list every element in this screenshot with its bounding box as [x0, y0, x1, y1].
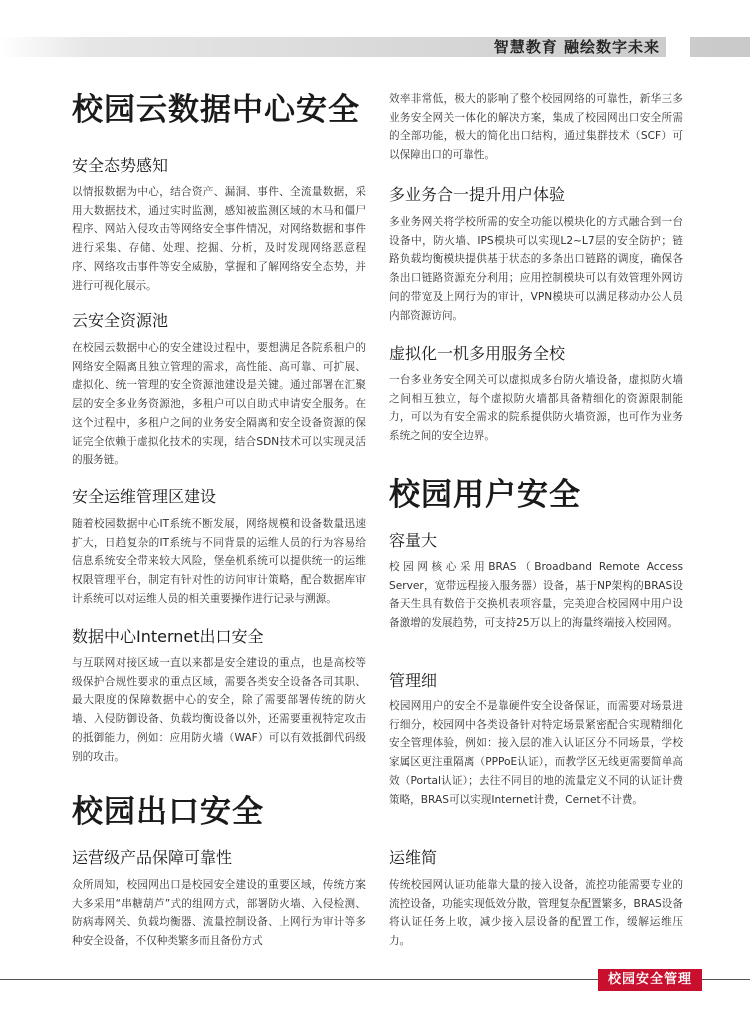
para-ops-management: 随着校园数据中心IT系统不断发展，网络规模和设备数量迅速扩大，日趋复杂的IT系统与不同背景的运维人员的行为容易给信息系统安全带来较大风险，堡垒机系统可以提供统一的运维权限管理平台，制定有针对性的访问审计策略，配合数据库审计系统可以对运维人员的相关重要操作进行记录与溯源。	[72, 518, 366, 605]
footer-rule-end	[702, 979, 750, 980]
section-title-cloud-dc: 校园云数据中心安全	[72, 92, 360, 128]
footer-rule	[0, 979, 598, 980]
section-title-campus-exit: 校园出口安全	[72, 794, 264, 830]
para-large-capacity: 校园网核心采用BRAS（Broadband Remote Access Server，宽带远程接入服务器）设备，基于NP架构的BRAS设备天生具有数倍于交换机表项容量，完美迎合校园网中用户设备激增的发展趋势，可支持25万以上的海量终端接入校园网。	[389, 561, 683, 630]
subtitle-situation-awareness: 安全态势感知	[72, 156, 169, 175]
header-tab	[666, 37, 690, 57]
para-multi-service: 多业务网关将学校所需的安全功能以模块化的方式融合到一台设备中，防火墙、IPS模块可以实现L2~L7层的安全防护；链路负载均衡模块提供基于状态的多条出口链路的调度，确保各条出口链路资源充分利用；应用控制模块可以有效管理外网访问的带宽及上网行为的审计，VPN模块可以满足移动办公人员内部资源访问。	[389, 216, 683, 322]
para-situation-awareness: 以情报数据为中心，结合资产、漏洞、事件、全流量数据，采用大数据技术，通过实时监测，感知被监测区域的木马和僵尸程序、网站入侵攻击等网络安全事件情况，对网络数据和事件进行采集、存储、处理、挖掘、分析，及时发现网络恶意程序、网络攻击事件等安全威胁，掌握和了解网络安全态势，并进行可视化展示。	[72, 186, 366, 292]
para-fine-management: 校园网用户的安全不是靠硬件安全设备保证，而需要对场景进行细分，校园网中各类设备针对特定场景紧密配合实现精细化安全管理体验，例如：接入层的准入认证区分不同场景，学校家属区更注重隔离（PPPoE认证），而教学区无线更需要简单高效（Portal认证）；去往不同目的地的流量定义不同的认证计费策略，BRAS可以实现Internet计费，Cernet不计费。	[389, 700, 683, 806]
subtitle-carrier-grade: 运营级产品保障可靠性	[72, 848, 233, 867]
subtitle-cloud-security-pool: 云安全资源池	[72, 311, 169, 330]
para-virtualization: 一台多业务安全网关可以虚拟成多台防火墙设备，虚拟防火墙之间相互独立，每个虚拟防火墙都具备精细化的资源限制能力，可以为有安全需求的院系提供防火墙资源，也可作为业务系统之间的安全边界。	[389, 374, 683, 443]
para-dc-internet-exit: 与互联网对接区域一直以来都是安全建设的重点，也是高校等级保护合规性要求的重点区域，需要各类安全设备各司其职、最大限度的保障数据中心的安全，除了需要部署传统的防火墙、入侵防御设备、负载均衡设备以外，还需要重视特定攻击的抵御能力，例如：应用防火墙（WAF）可以有效抵御代码级别的攻击。	[72, 657, 366, 763]
subtitle-multi-service: 多业务合一提升用户体验	[389, 185, 566, 204]
para-carrier-grade-cont: 效率非常低，极大的影响了整个校园网络的可靠性，新华三多业务安全网关一体化的解决方案，集成了校园网出口安全所需的全部功能，极大的简化出口结构，通过集群技术（SCF）可以保障出口的可靠性。	[389, 93, 683, 162]
subtitle-simple-ops: 运维简	[389, 848, 438, 867]
para-simple-ops: 传统校园网认证功能靠大量的接入设备，流控功能需要专业的流控设备，功能实现低效分散，管理复杂配置繁多，BRAS设备将认证任务上收，减少接入层设备的配置工作，缓解运维压力。	[389, 879, 683, 948]
footer-tag: 校园安全管理	[598, 969, 702, 991]
subtitle-ops-management: 安全运维管理区建设	[72, 487, 217, 506]
header-slogan: 智慧教育 融绘数字未来	[493, 38, 660, 56]
subtitle-large-capacity: 容量大	[389, 531, 438, 550]
para-carrier-grade: 众所周知，校园网出口是校园安全建设的重要区域，传统方案大多采用“串糖葫芦”式的组网方式，部署防火墙、入侵检测、防病毒网关、负载均衡器、流量控制设备、上网行为审计等多种安全设备，不仅种类繁多而且备份方式	[72, 879, 366, 948]
subtitle-dc-internet-exit: 数据中心Internet出口安全	[72, 627, 264, 646]
para-cloud-security-pool: 在校园云数据中心的安全建设过程中，要想满足各院系租户的网络安全隔离且独立管理的需求，高性能、高可靠、可扩展、虚拟化、统一管理的安全资源池建设是关键。通过部署在汇聚层的安全多业务资源池，多租户可以自助式申请安全服务。在这个过程中，多租户之间的业务安全隔离和安全设备资源的保证完全依赖于虚拟化技术的实现，结合SDN技术可以实现灵活的服务链。	[72, 342, 366, 467]
subtitle-virtualization: 虚拟化一机多用服务全校	[389, 344, 566, 363]
subtitle-fine-management: 管理细	[389, 671, 438, 690]
section-title-campus-user: 校园用户安全	[389, 477, 581, 513]
